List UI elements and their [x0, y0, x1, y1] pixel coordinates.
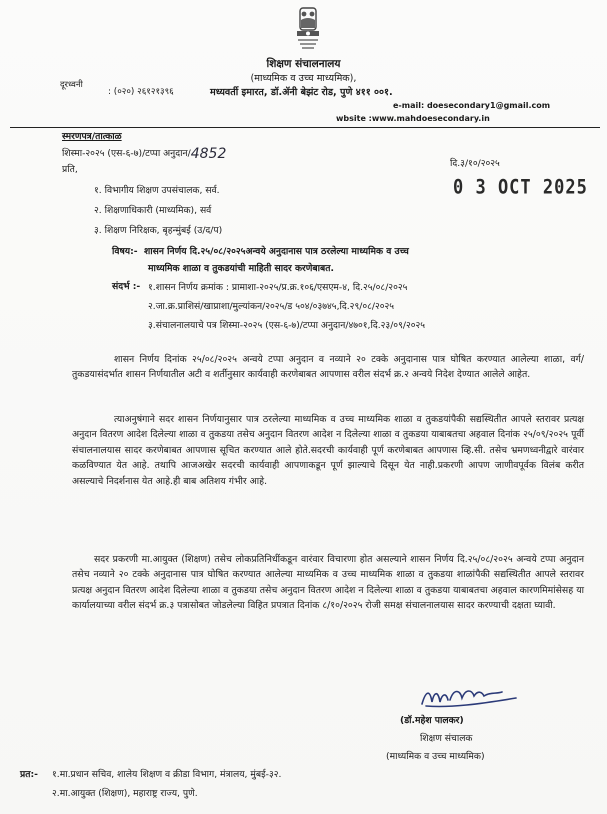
reference-item: १.शासन निर्णय क्रमांक : प्रामाशा-२०२५/प्र.क्र.१०६/एसएम-४, दि.२५/०८/२०२५ [148, 282, 408, 293]
subject-line: माध्यमिक शाळा व तुकडयांची माहिती सादर करणेबाबत. [148, 263, 335, 274]
reference-item: २.जा.क्र.प्राशिसं/खाप्राशा/मुल्यांकन/२०२५/ड ५०४/०३७४५,दि.२९/०८/२०२५ [148, 301, 395, 312]
reference-number-line [62, 146, 226, 160]
state-emblem-icon [288, 6, 328, 54]
website-address: wbsite :www.mahdoesecondary.in [336, 114, 490, 123]
subject-line: शासन निर्णय दि.२५/०८/२०२५अन्वये अनुदानास पात्र ठरलेल्या माध्यमिक व उच्च [144, 246, 409, 257]
addressee-item: २. शिक्षणाधिकारी (माध्यमिक), सर्व [94, 205, 212, 216]
copy-to-item: २.मा.आयुक्त (शिक्षण), महाराष्ट्र राज्य, पुणे. [52, 788, 198, 799]
office-subtitle: (माध्यमिक व उच्च माध्यमिक), [250, 73, 357, 84]
office-title: शिक्षण संचालनालय [266, 58, 341, 70]
references-label: संदर्भ :- [112, 281, 141, 292]
body-paragraph: सदर प्रकरणी मा.आयुक्त (शिक्षण) तसेच लोकप्रतिनिधींकडून वारंवार विचारणा होत असल्याने शासन निर्णय दि.२५/०८/२०२५ अन्वये टप्पा अनुदान तसेच नव्याने २० टक्के अनुदानास पात्र घोषित करण्यात आलेल्या माध्यमिक व उच्च माध्यमिक शाळा व तुकडया शाळांपैकी सद्यस्थितीत आपले स्तरावर प्रत्यक्ष अनुदान वितरण आदेश दिलेल्या शाळा व तुकडया तसेच अनुदान वितरण आदेश न दिलेल्या शाळा व तुकडया याबाबतचा अहवाल कारणमिमांसेसह या कार्यालयाच्या वरील संदर्भ क्र.३ पत्रासोबत जोडलेल्या विहित प्रपत्रात दिनांक ८/१०/२०२५ रोजी समक्ष संचालनालयास सादर करण्याची दक्षता घ्यावी. [72, 554, 584, 612]
email-address: e-mail: doesecondary1@gmail.com [393, 101, 551, 110]
copy-to-label: प्रत:- [20, 769, 38, 780]
office-address: मध्यवर्ती इमारत, डॉ.ॲनी बेझंट रोड, पुणे ४११ ००१. [210, 87, 393, 98]
phone-number: : (०२०) २६१२१३९६ [108, 87, 174, 97]
addressee-label: प्रति, [62, 164, 78, 175]
header-divider [10, 127, 600, 128]
body-paragraph: शासन निर्णय दिनांक २५/०८/२०२५ अन्वये टप्पा अनुदान व नव्याने २० टक्के अनुदानास पात्र घोषित करण्यात आलेल्या शाळा, वर्ग/तुकडयासंदर्भात शासन निर्णयातील अटी व शर्तीनुसार कार्यवाही करणेबाबत आपणास वरील संदर्भ क्र.२ अन्वये निदेश देण्यात आलेले आहेत. [72, 354, 584, 381]
copy-to-item: १.मा.प्रधान सचिव, शालेय शिक्षण व क्रीडा विभाग, मंत्रालय, मुंबई-३२. [52, 769, 282, 780]
reference-prefix: शिस्मा-२०२५ (एस-६-७)/टप्पा अनुदान/ [62, 148, 191, 159]
received-date-stamp: 0 3 OCT 2025 [453, 176, 588, 199]
reference-item: ३.संचालनालयाचे पत्र शिस्मा-२०२५ (एस-६-७)/टप्पा अनुदान/४७०१,दि.२३/०९/२०२५ [148, 320, 426, 331]
signatory-designation: शिक्षण संचालक [420, 733, 473, 744]
reference-number: 4852 [190, 146, 227, 162]
signature-icon [420, 684, 520, 710]
letter-date: दि.३/१०/२०२५ [450, 158, 500, 169]
body-paragraph: त्याअनुषंगाने सदर शासन निर्णयानुसार पात्र ठरलेल्या माध्यमिक व उच्च माध्यमिक शाळा व तुकडयांपैकी सद्यस्थितीत आपले स्तरावर प्रत्यक्ष अनुदान वितरण आदेश दिलेल्या शाळा व तुकडया तसेच अनुदान वितरण आदेश न दिलेल्या शाळा व तुकडया याबाबतचा अहवाल दिनांक २५/०९/२०२५ पूर्वी संचालनालयास सादर करणेबाबत आपणास सूचित करण्यात आले होते.सदरची कार्यवाही पूर्ण करणेबाबत आपणास व्हि.सी. तसेच भ्रमणध्वनीद्वारे वारंवार कळविण्यात येत आहे. तथापि आजअखेर सदरची कार्यवाही आपणाकडून पूर्ण झाल्याचे दिसून येत नाही.प्रकरणी आपण जाणीवपूर्वक विलंब करीत असल्याचे निदर्शनास येत आहे.ही बाब अतिशय गंभीर आहे. [72, 414, 584, 487]
signatory-name: (डॉ.महेश पालकर) [400, 715, 464, 726]
memo-type: स्मरणपत्र/तात्काळ [62, 131, 122, 142]
addressee-item: ३. शिक्षण निरिक्षक, बृहन्मुंबई (उ/द/प) [94, 225, 223, 236]
signatory-wing: (माध्यमिक व उच्च माध्यमिक) [386, 751, 485, 762]
phone-label: दूरध्वनी [60, 80, 83, 90]
subject-label: विषय:- [112, 246, 138, 257]
addressee-item: १. विभागीय शिक्षण उपसंचालक, सर्व. [94, 185, 220, 196]
